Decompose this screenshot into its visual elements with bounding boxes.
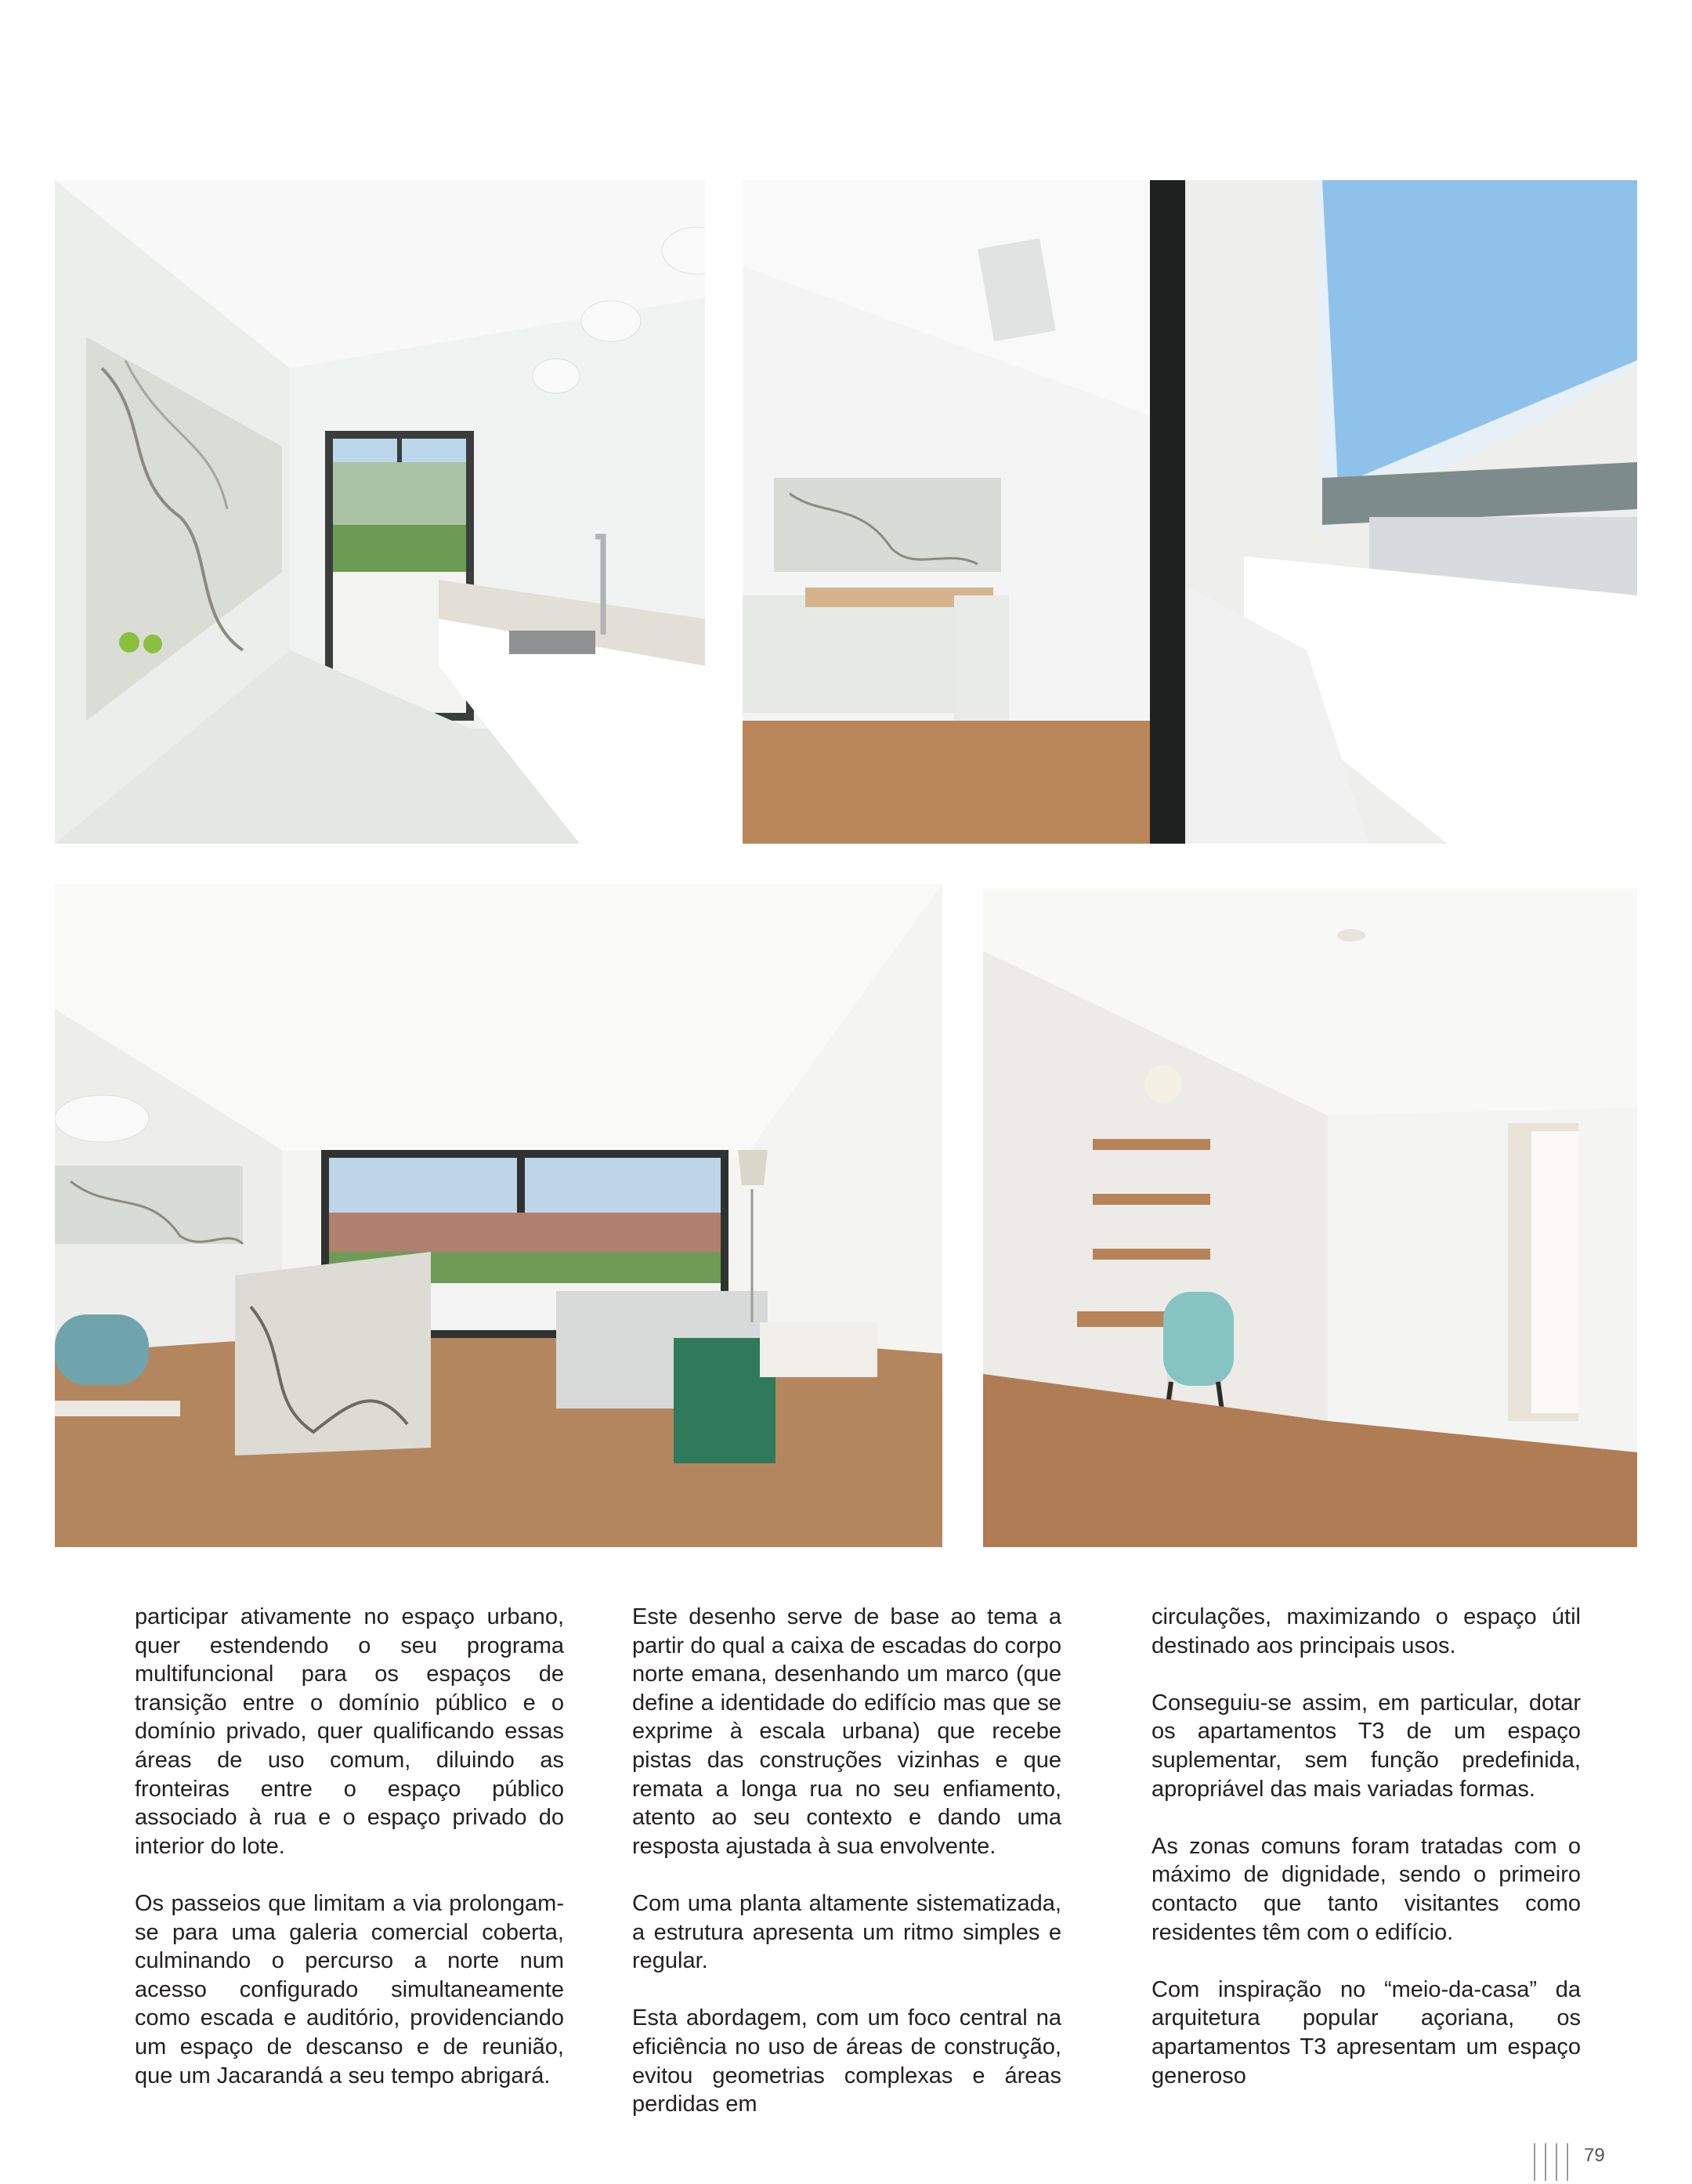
paragraph: Esta abordagem, com um foco central na eficiência no uso de áreas de construção, evitou geometrias complexas e áreas perdidas em	[632, 2005, 1061, 2117]
paragraph: Com inspiração no “meio-da-casa” da arquitetura popular açoriana, os apartamentos T3 apresentam um espaço generoso	[1152, 1976, 1581, 2088]
study-room-photo	[983, 888, 1637, 1547]
page-number: 79	[1584, 2145, 1605, 2166]
paragraph: participar ativamente no espaço urbano, quer estendendo o seu programa multifuncional para os espaços de transição entre o domínio público e o domínio privado, quer qualificando essas áreas de uso comum, diluindo as fronteiras entre o espaço público associado à rua e o espaço privado do interior do lote.	[135, 1604, 564, 1859]
paragraph: Conseguiu-se assim, em particular, dotar os apartamentos T3 de um espaço suplementar, sem função predefinida, apropriável das mais variadas formas.	[1152, 1690, 1581, 1802]
paragraph: Este desenho serve de base ao tema a partir do qual a caixa de escadas do corpo norte emana, desenhando um marco (que define a identidade do edifício mas que se exprime à escala urbana) que recebe pistas das construções vizinhas e que remata a longa rua no seu enfiamento, atento ao seu contexto e dando uma resposta ajustada à sua envolvente.	[632, 1604, 1061, 1859]
paragraph: Os passeios que limitam a via prolongam-se para uma galeria comercial coberta, culminando o percurso a norte num acesso configurado simultaneamente como escada e auditório, providenciando um espaço de descanso e de reunião, que um Jacarandá a seu tempo abrigará.	[135, 1890, 564, 2088]
balcony-kitchen-photo	[743, 180, 1637, 844]
text-column-1	[135, 1603, 564, 2119]
text-column-2	[632, 1603, 1061, 2147]
kitchen-photo	[55, 180, 705, 844]
paragraph: Com uma planta altamente sistematizada, a estrutura apresenta um ritmo simples e regular.	[632, 1890, 1061, 1974]
paragraph: As zonas comuns foram tratadas com o máximo de dignidade, sendo o primeiro contacto que tanto visitantes como residentes têm com o edifício.	[1152, 1833, 1581, 1945]
folio-bars-ornament	[1534, 2143, 1581, 2181]
text-column-3	[1152, 1603, 1581, 2119]
living-room-photo	[55, 884, 942, 1547]
paragraph: circulações, maximizando o espaço útil destinado aos principais usos.	[1152, 1604, 1581, 1658]
